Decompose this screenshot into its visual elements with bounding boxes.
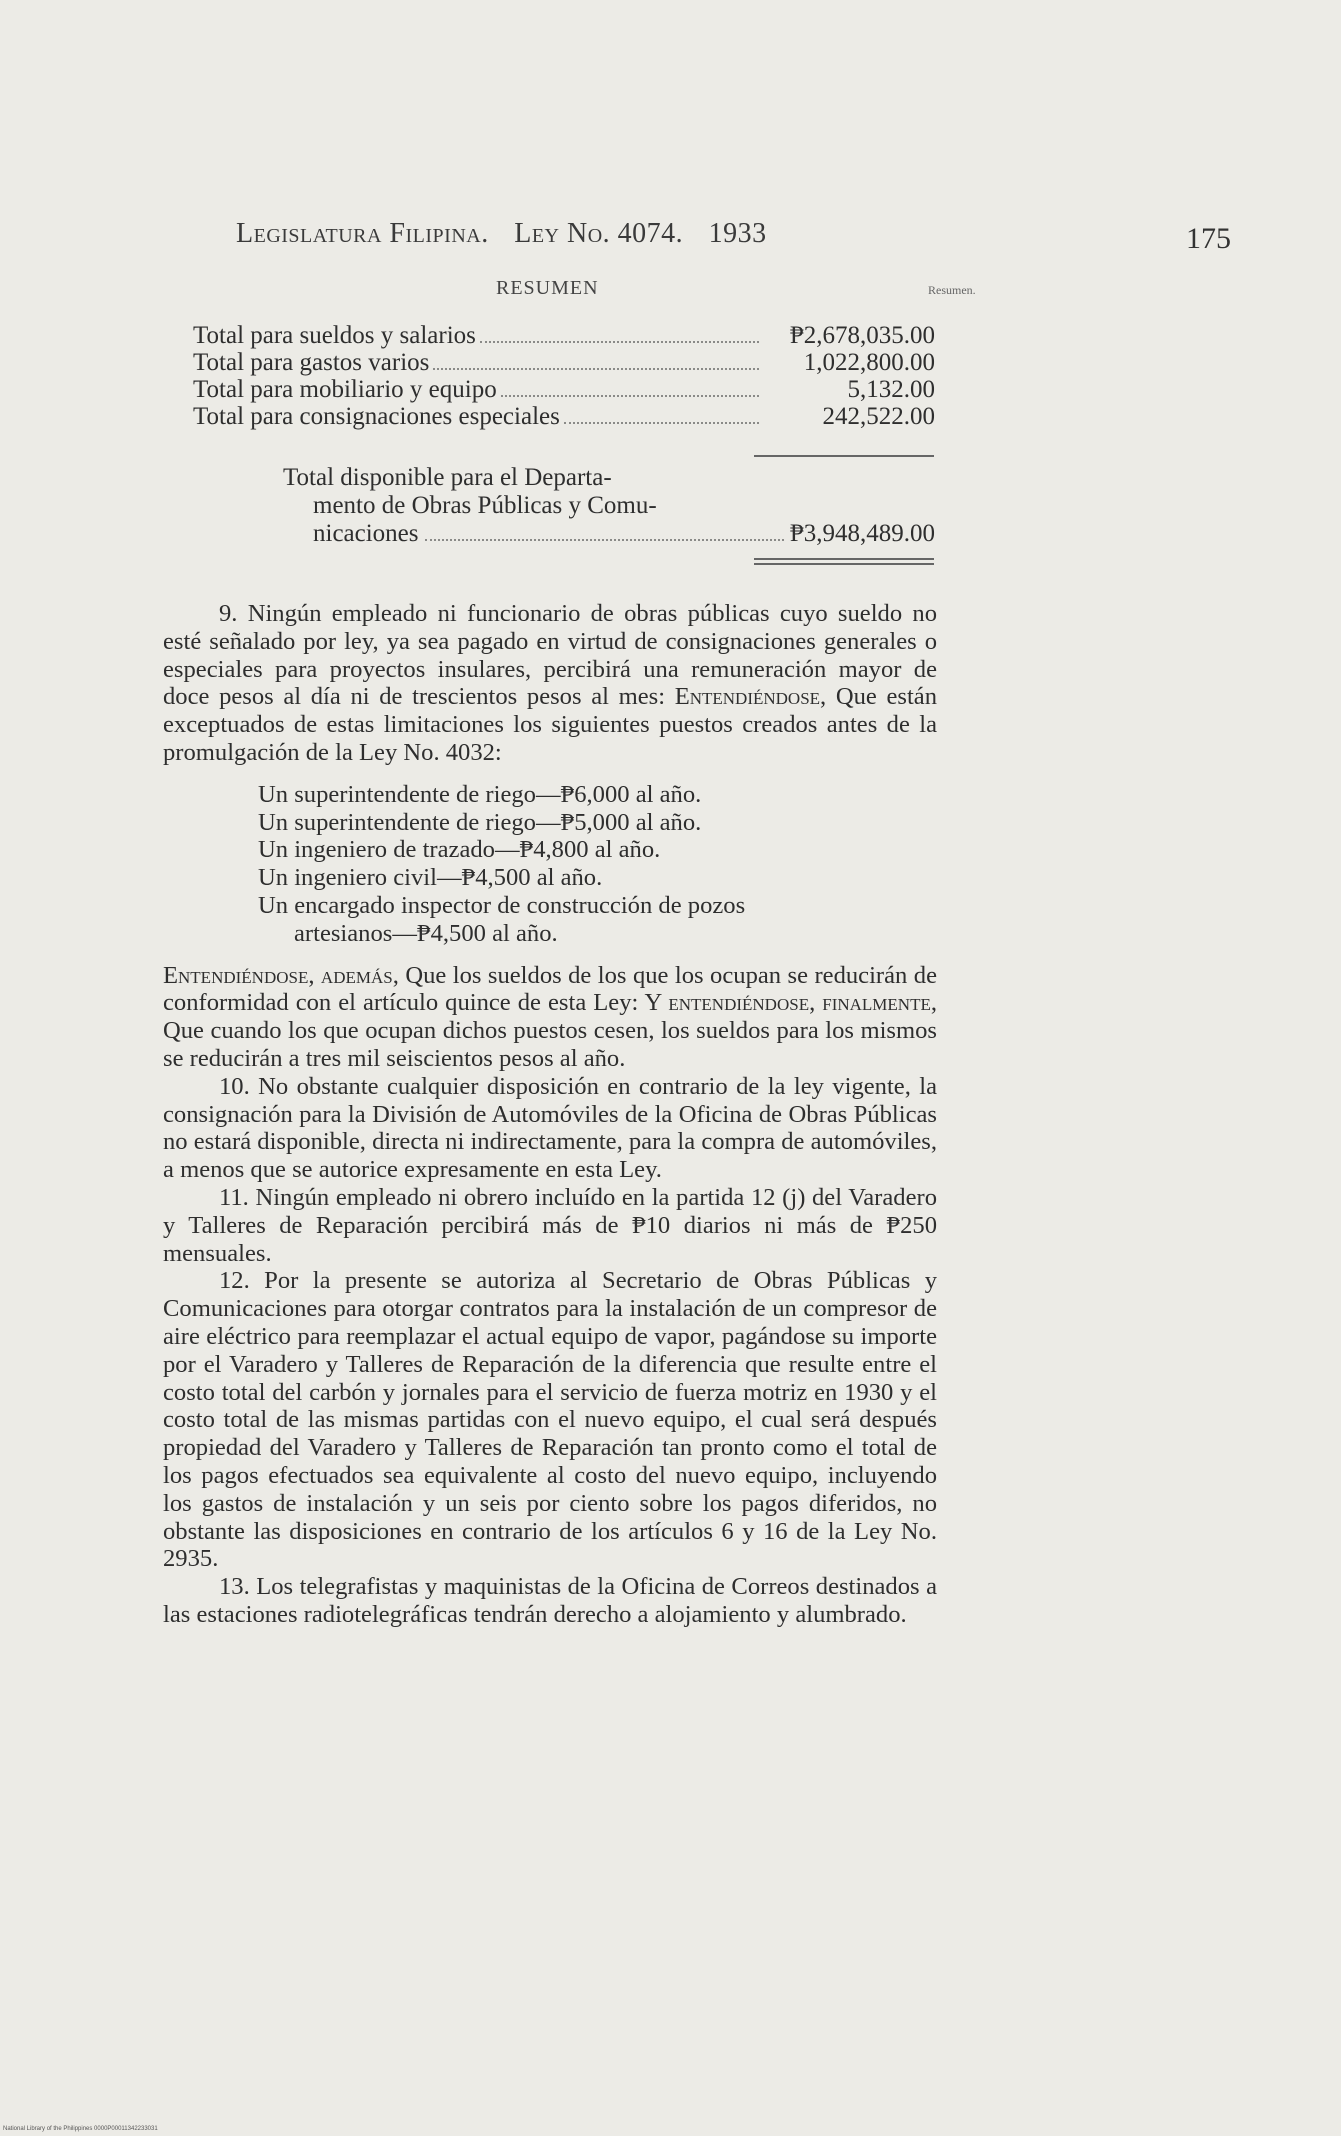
grand-total-label-line: mento de Obras Públicas y Comu- (313, 492, 657, 519)
section-9-further-proviso (163, 962, 937, 1073)
law-year: 1933 (708, 218, 767, 249)
summary-row-label: Total para mobiliario y equipo (193, 376, 497, 403)
grand-total-label-line: Total disponible para el Departa- (283, 464, 612, 491)
proviso-text: Que los sueldos de los que los ocupan se reducirán de conformidad con el artículo quince de esta Ley: Y (163, 961, 937, 1017)
subtotal-rule (754, 455, 934, 457)
section-9-text: 9. Ningún empleado ni funcionario de obras públicas cuyo sueldo no esté señalado por ley, ya sea pagado en virtud de consignaciones generales o especiales para proyectos insulares, percibirá una remuneración mayor de doce pesos al día ni de trescientos pesos al mes: (163, 600, 937, 711)
summary-row-amount: 242,522.00 (822, 403, 935, 430)
section-12: 12. Por la presente se autoriza al Secretario de Obras Públicas y Comunicaciones para otorgar contratos para la instalación de un compresor de aire eléctrico para reemplazar el actual equipo de vapor, pagándose su importe por el Varadero y Talleres de Reparación de la diferencia que resulte entre el costo total del carbón y jornales para el servicio de fuerza motriz en 1930 y el costo total de las mismas partidas con el nuevo equipo, el cual será después propiedad del Varadero y Talleres de Reparación tan pronto como el total de los pagos efectuados sea equivalente al costo del nuevo equipo, incluyendo los gastos de instalación y un seis por ciento sobre los pagos diferidos, no obstante las disposiciones en contrario de los artículos 6 y 16 de la Ley No. 2935. (163, 1267, 937, 1573)
dot-leader (425, 539, 784, 541)
summary-title: RESUMEN (496, 277, 599, 299)
page-number: 175 (1186, 222, 1231, 255)
summary-row-amount: 1,022,800.00 (803, 349, 935, 376)
section-11: 11. Ningún empleado ni obrero incluído en la partida 12 (j) del Varadero y Talleres de Reparación percibirá más de ₱10 diarios ni más de ₱250 mensuales. (163, 1183, 937, 1267)
summary-row-amount: 5,132.00 (847, 376, 935, 403)
list-item: Un superintendente de riego—₱6,000 al año. (258, 780, 702, 808)
dot-leader (433, 368, 759, 370)
proviso-keyword: Entendiéndose, (674, 683, 827, 711)
summary-row (193, 349, 935, 376)
total-double-rule-bottom (754, 563, 934, 565)
summary-row-amount: ₱2,678,035.00 (789, 322, 935, 349)
proviso-keyword: entendiéndose, finalmente, (668, 989, 938, 1017)
section-10: 10. No obstante cualquier disposición en contrario de la ley vigente, la consignación para la División de Automóviles de la Oficina de Obras Públicas no estará disponible, directa ni indirectamente, para la compra de automóviles, a menos que se autorice expresamente en esta Ley. (163, 1072, 937, 1184)
list-item: Un superintendente de riego—₱5,000 al año. (258, 808, 702, 836)
list-item: Un encargado inspector de construcción de pozos (258, 891, 746, 919)
summary-row (193, 322, 935, 349)
dot-leader (501, 395, 759, 397)
list-item: Un ingeniero civil—₱4,500 al año. (258, 864, 603, 892)
exempt-positions-list (258, 781, 937, 948)
summary-row-label: Total para gastos varios (193, 349, 430, 376)
list-item: Un ingeniero de trazado—₱4,800 al año. (258, 836, 661, 864)
marginal-note: Resumen. (928, 283, 976, 297)
summary-row-label: Total para sueldos y salarios (193, 322, 476, 349)
dot-leader (564, 422, 759, 424)
source-footer: National Library of the Philippines 0000P00011342233031 (3, 2126, 158, 2132)
section-9 (163, 600, 937, 767)
grand-total-label-line: nicaciones (313, 520, 419, 547)
grand-total (193, 464, 935, 548)
summary-row-label: Total para consignaciones especiales (193, 403, 560, 430)
total-double-rule-top (754, 558, 934, 560)
summary-row (193, 376, 935, 403)
dot-leader (480, 341, 759, 343)
summary-row (193, 403, 935, 430)
running-header (236, 218, 1236, 250)
legislature-name: Legislatura Filipina. (236, 218, 489, 249)
grand-total-amount: ₱3,948,489.00 (789, 520, 935, 547)
proviso-text: Que cuando los que ocupan dichos puestos cesen, los sueldos para los mismos se reducirán a tres mil seiscientos pesos al año. (163, 1017, 937, 1072)
section-13: 13. Los telegrafistas y maquinistas de la Oficina de Correos destinados a las estaciones radiotelegráficas tendrán derecho a alojamiento y alumbrado. (163, 1573, 937, 1628)
proviso-keyword: Entendiéndose, además, (163, 961, 399, 989)
law-number: Ley No. 4074. (514, 218, 684, 249)
list-item-continuation: artesianos—₱4,500 al año. (294, 919, 558, 947)
grand-total-final-line (193, 520, 935, 548)
body-text (163, 600, 937, 1629)
section-9-proviso: Que están exceptuados de estas limitaciones los siguientes puestos creados antes de la promulgación de la Ley No. 4032: (163, 683, 938, 766)
